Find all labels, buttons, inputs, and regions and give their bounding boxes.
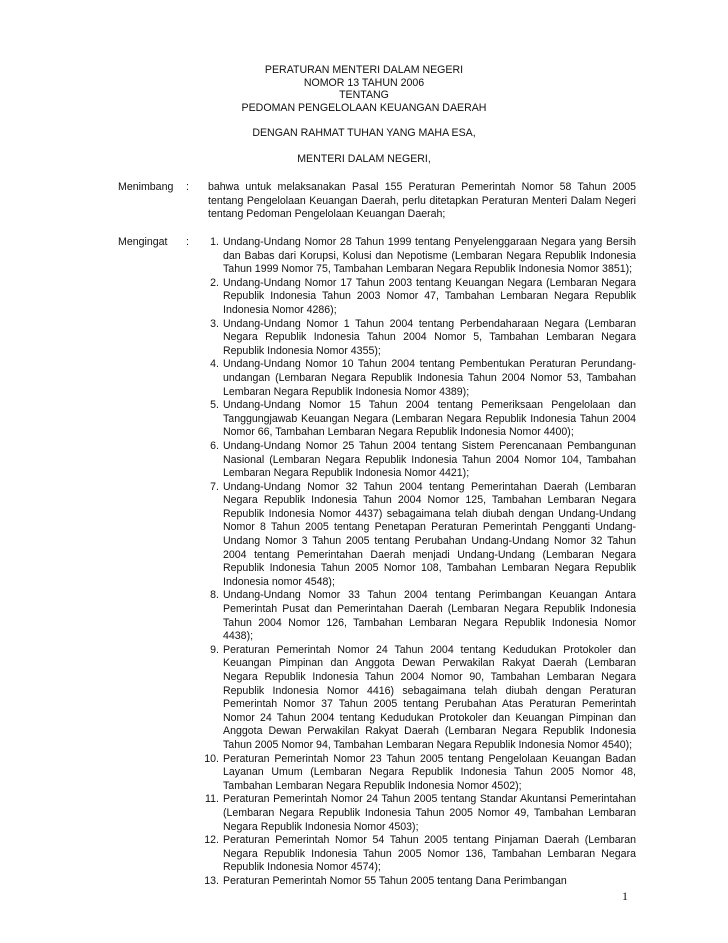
list-item: 9. Peraturan Pemerintah Nomor 24 Tahun 2004 tentang Kedudukan Protokoler dan Keuangan Pimpinan dan Anggota Dewan Perwakilan Rakyat Daerah (Lembaran Negara Republik Indonesia Tahun 2004 Nomor 90, Tambahan Lembaran Negara Republik Indonesia Nomor 4416) sebagaimana telah diubah dengan Peraturan Pemerintah Nomor 37 Tahun 2005 tentang Perubahan Atas Peraturan Pemerintah Nomor 24 Tahun 2004 tentang Kedudukan Protokoler dan Keuangan Pimpinan dan Anggota Dewan Perwakilan Rakyat Daerah (Lembaran Negara Republik Indonesia Tahun 2005 Nomor 94, Tambahan Lembaran Negara Republik Indonesia Nomor 4540); xyxy=(210,643,636,751)
list-item: 4. Undang-Undang Nomor 10 Tahun 2004 tentang Pembentukan Peraturan Perundang-undangan (Lembaran Negara Republik Indonesia Tahun 2004 Nomor 53, Tambahan Lembaran Negara Republik Indonesia Nomor 4389); xyxy=(210,358,636,398)
list-item: 2. Undang-Undang Nomor 17 Tahun 2003 tentang Keuangan Negara (Lembaran Negara Republik Indonesia Tahun 2003 Nomor 47, Tambahan Lembaran Negara Republik Indonesia Nomor 4286); xyxy=(210,276,636,316)
list-item: 5. Undang-Undang Nomor 15 Tahun 2004 tentang Pemeriksaan Pengelolaan dan Tanggungjawab Keuangan Negara (Lembaran Negara Republik Indonesia Tahun 2004 Nomor 66, Tambahan Lembaran Negara Republik Indonesia Nomor 4400); xyxy=(210,399,636,439)
page-number: 1 xyxy=(622,889,628,903)
list-item: 8. Undang-Undang Nomor 33 Tahun 2004 tentang Perimbangan Keuangan Antara Pemerintah Pusat dan Pemerintahan Daerah (Lembaran Negara Republik Indonesia Tahun 2004 Nomor 126, Tambahan Lembaran Negara Republik Indonesia Nomor 4438); xyxy=(210,589,636,643)
list-item: 7. Undang-Undang Nomor 32 Tahun 2004 tentang Pemerintahan Daerah (Lembaran Negara Republik Indonesia Tahun 2004 Nomor 125, Tambahan Lembaran Negara Republik Indonesia Nomor 4437) sebagaimana telah diubah dengan Undang-Undang Nomor 8 Tahun 2005 tentang Penetapan Peraturan Pemerintah Pengganti Undang-Undang Nomor 3 Tahun 2005 tentang Perubahan Undang-Undang Nomor 32 Tahun 2004 tentang Pemerintahan Daerah menjadi Undang-Undang (Lembaran Negara Republik Indonesia Tahun 2005 Nomor 108, Tambahan Lembaran Negara Republik Indonesia nomor 4548); xyxy=(210,480,636,588)
list-item: 12. Peraturan Pemerintah Nomor 54 Tahun 2005 tentang Pinjaman Daerah (Lembaran Negara Republik Indonesia Tahun 2005 Nomor 136, Tambahan Lembaran Negara Republik Indonesia Nomor 4574); xyxy=(204,834,636,874)
list-item: 3. Undang-Undang Nomor 1 Tahun 2004 tentang Perbendaharaan Negara (Lembaran Negara Republik Indonesia Tahun 2004 Nomor 5, Tambahan Lembaran Negara Republik Indonesia Nomor 4355); xyxy=(210,317,636,357)
mengingat-label: Mengingat xyxy=(118,236,168,248)
regulation-about: TENTANG xyxy=(339,89,389,101)
mengingat-list xyxy=(198,236,636,889)
document-header xyxy=(0,64,728,165)
regulation-number: NOMOR 13 TAHUN 2006 xyxy=(303,76,425,89)
menimbang-label: Menimbang xyxy=(118,181,174,193)
mengingat-colon: : xyxy=(186,236,189,248)
list-item: 10. Peraturan Pemerintah Nomor 23 Tahun 2005 tentang Pengelolaan Keuangan Badan Layanan Umum (Lembaran Negara Republik Indonesia Tahun 2005 Nomor 48, Tambahan Lembaran Negara Republik Indonesia Nomor 4502); xyxy=(204,752,636,792)
menimbang-text: bahwa untuk melaksanakan Pasal 155 Peraturan Pemerintah Nomor 58 Tahun 2005 tentang Pengelolaan Keuangan Daerah, perlu ditetapkan Peraturan Menteri Dalam Negeri tentang Pedoman Pengelolaan Keuangan Daerah; xyxy=(208,181,636,221)
menimbang-colon: : xyxy=(186,181,189,193)
regulation-title: PERATURAN MENTERI DALAM NEGERI xyxy=(264,64,464,76)
regulation-subject: PEDOMAN PENGELOLAAN KEUANGAN DAERAH xyxy=(241,101,487,114)
issuer-line: MENTERI DALAM NEGERI, xyxy=(297,152,431,165)
list-item: 11. Peraturan Pemerintah Nomor 24 Tahun 2005 tentang Standar Akuntansi Pemerintahan (Lembaran Negara Republik Indonesia Tahun 2005 Nomor 49, Tambahan Lembaran Negara Republik Indonesia Nomor 4503); xyxy=(205,793,636,833)
blessing-line: DENGAN RAHMAT TUHAN YANG MAHA ESA, xyxy=(252,127,476,139)
list-item: 1. Undang-Undang Nomor 28 Tahun 1999 tentang Penyelenggaraan Negara yang Bersih dan Babas dari Korupsi, Kolusi dan Nepotisme (Lembaran Negara Republik Indonesia Tahun 1999 Nomor 75, Tambahan Lembaran Negara Republik Indonesia Nomor 3851); xyxy=(210,236,636,276)
list-item: 13. Peraturan Pemerintah Nomor 55 Tahun 2005 tentang Dana Perimbangan xyxy=(204,874,567,887)
list-item: 6. Undang-Undang Nomor 25 Tahun 2004 tentang Sistem Perencanaan Pembangunan Nasional (Lembaran Negara Republik Indonesia Tahun 2004 Nomor 104, Tambahan Lembaran Negara Republik Indonesia Nomor 4421); xyxy=(210,439,636,480)
